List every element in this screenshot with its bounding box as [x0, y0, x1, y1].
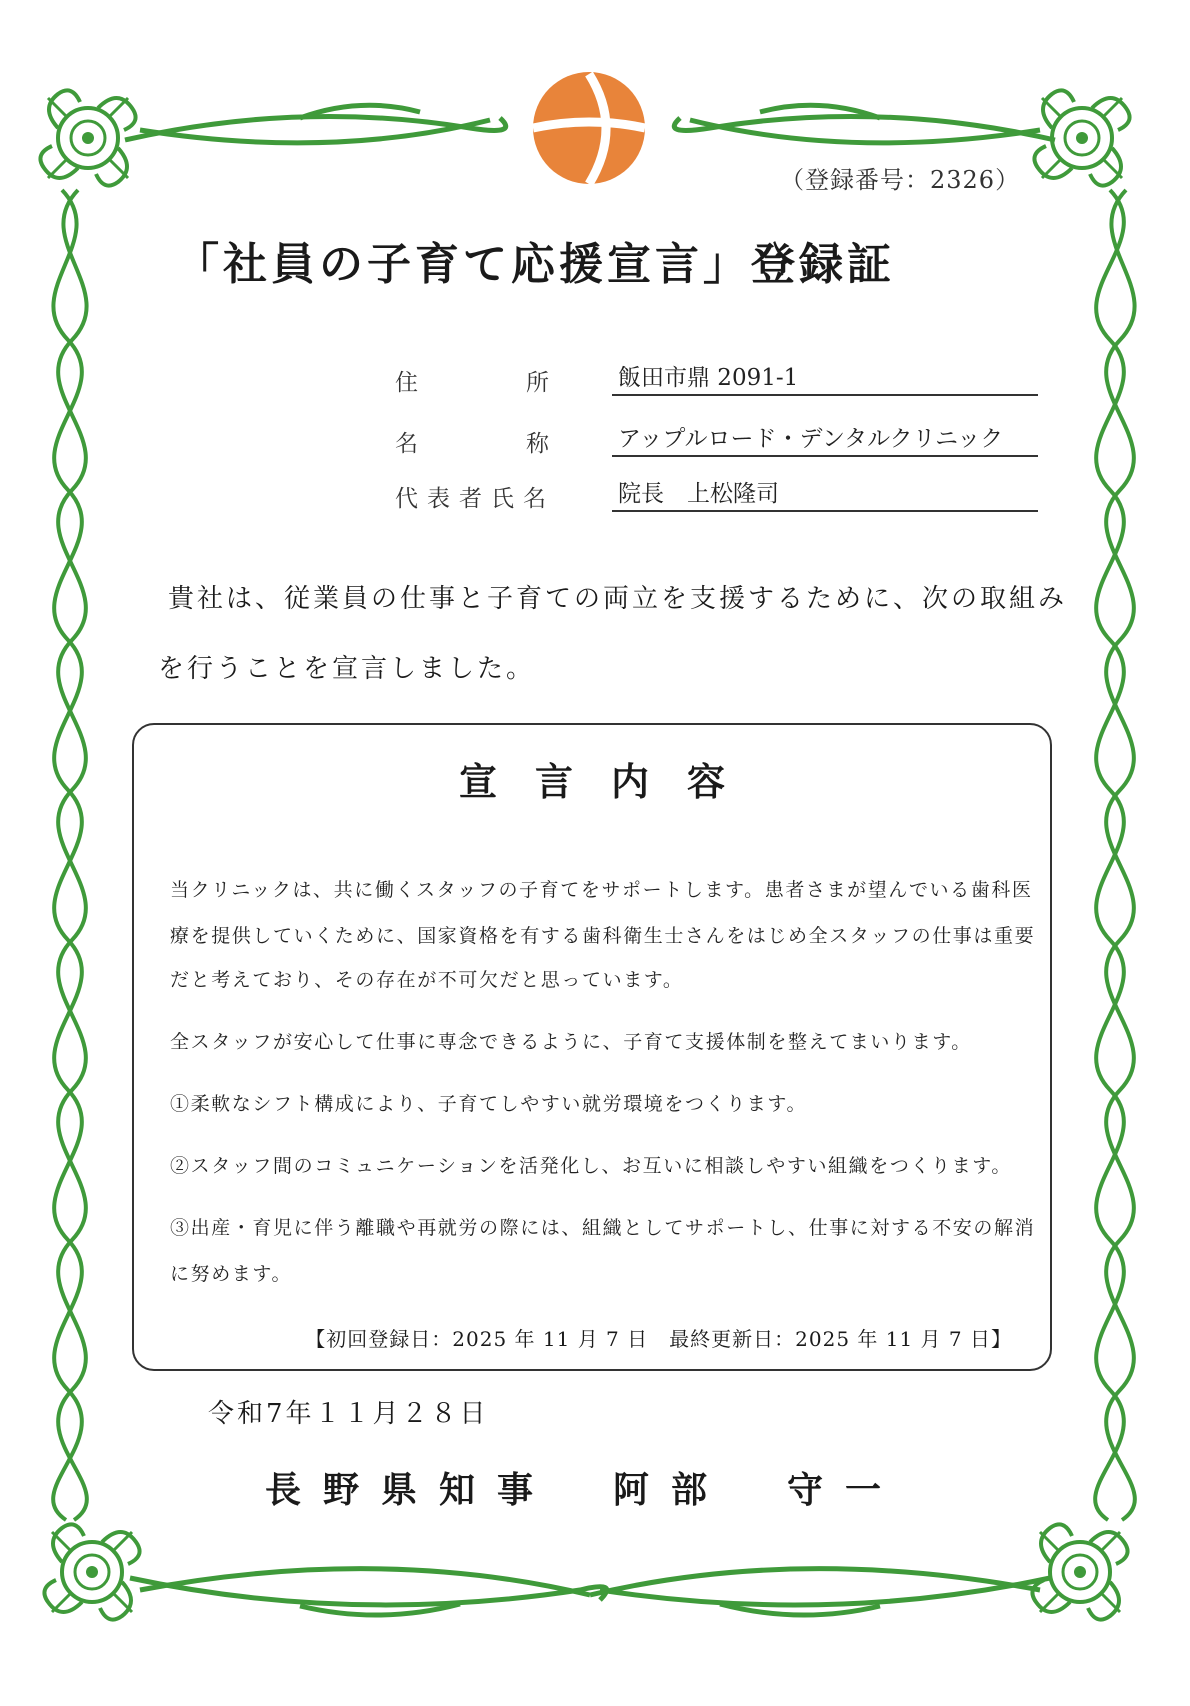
corner-ornament-bottom-left — [44, 1524, 139, 1619]
left-side-vine — [53, 190, 87, 1520]
representative-value: 院長 上松隆司 — [612, 478, 1038, 512]
declaration-line: 当クリニックは、共に働くスタッフの子育てをサポートします。患者さまが望んでいる歯科医 — [170, 879, 1033, 901]
name-value: アップルロード・デンタルクリニック — [612, 423, 1038, 457]
intro-line-2: を行うことを宣言しました。 — [158, 654, 536, 684]
orange-circle-emblem-icon — [525, 68, 655, 188]
declaration-line: 療を提供していくために、国家資格を有する歯科衛生士さんをはじめ全スタッフの仕事は重要 — [170, 925, 1036, 947]
registration-number: （登録番号：2326） — [780, 166, 1021, 194]
declaration-item-3: ③出産・育児に伴う離職や再就労の際には、組織としてサポートし、仕事に対する不安の解消 — [170, 1217, 1036, 1239]
intro-line-1: 貴社は、従業員の仕事と子育ての両立を支援するために、次の取組み — [168, 584, 1068, 614]
right-side-vine — [1095, 190, 1135, 1520]
declaration-item-3-cont: に努めます。 — [170, 1263, 293, 1285]
declaration-line: だと考えており、その存在が不可欠だと思っています。 — [170, 969, 684, 991]
address-label: 住所 — [395, 370, 657, 396]
declaration-line: 全スタッフが安心して仕事に専念できるように、子育て支援体制を整えてまいります。 — [170, 1031, 972, 1053]
corner-ornament-top-left — [40, 90, 135, 185]
address-value: 飯田市鼎 2091-1 — [612, 362, 1038, 396]
declaration-box — [132, 723, 1052, 1371]
certificate-title: 「社員の子育て応援宣言」登録証 — [175, 239, 895, 290]
name-label: 名称 — [395, 431, 657, 457]
issue-date: 令和7年１１月２８日 — [208, 1399, 489, 1429]
declaration-item-2: ②スタッフ間のコミュニケーションを活発化し、お互いに相談しやすい組織をつくります。 — [170, 1155, 1012, 1177]
registration-dates: 【初回登録日：2025 年 11 月 7 日 最終更新日：2025 年 11 月 7 日】 — [305, 1327, 1012, 1351]
representative-label: 代表者氏名 — [395, 486, 555, 512]
issuer-name: 長野県知事 阿部 守一 — [265, 1469, 904, 1511]
declaration-heading: 宣言内容 — [458, 759, 763, 804]
corner-ornament-bottom-right — [1032, 1524, 1127, 1619]
bottom-flourish — [130, 1569, 1050, 1615]
declaration-item-1: ①柔軟なシフト構成により、子育てしやすい就労環境をつくります。 — [170, 1093, 808, 1115]
